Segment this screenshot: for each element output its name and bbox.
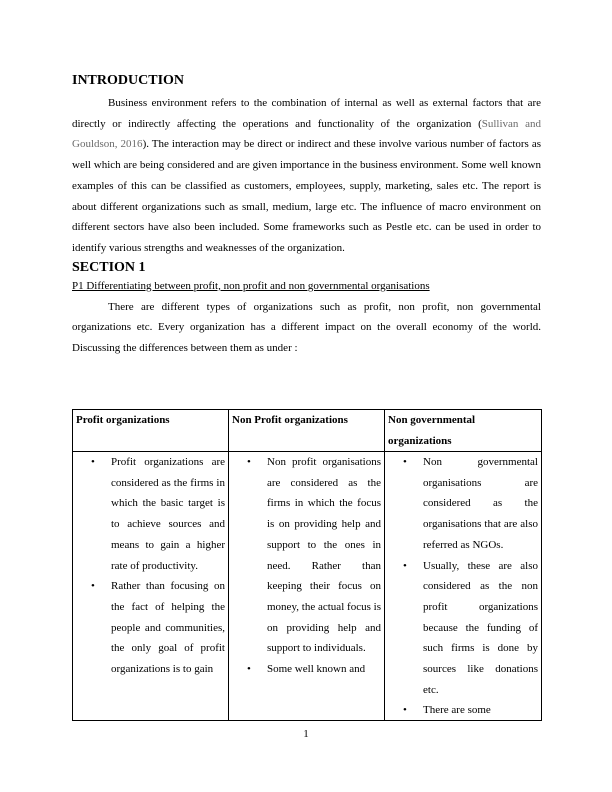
section1-heading: SECTION 1 <box>72 259 146 275</box>
profit-bullets <box>76 452 225 680</box>
bullet-icon: • <box>403 704 407 717</box>
list-item: • Non profit organisations are considered as the firms in which the focus is on providing help and support to the ones in need. Rather than keeping their focus on money, the actual focus is on providing help and support to individuals. <box>232 452 381 659</box>
table-header-row <box>73 410 542 452</box>
list-item: • Usually, these are also considered as the non profit organizations because the funding of such firms is done by sources like donations etc. <box>388 556 538 701</box>
table-body-row <box>73 452 542 721</box>
intro-text-2: ). The interaction may be direct or indirect and these involve various number of factors as well which are being considered and are given importance in the business environment. Some well known examples of this can be classified as customers, employees, supply, marketing, sales etc. The report is about different organizations such as small, medium, large etc. The influence of macro environment on different sectors have also been included. Some frameworks such as Pestle etc. can be used in order to identify various strengths and weaknesses of the organization. <box>72 138 542 254</box>
header-non-profit: Non Profit organizations <box>229 410 385 452</box>
document-page <box>72 72 542 717</box>
bullet-icon: • <box>91 456 95 468</box>
intro-citation: Sullivan and Gouldson, 2016 <box>72 117 541 151</box>
page-number: 1 <box>303 728 309 740</box>
bullet-icon: • <box>403 559 407 572</box>
ngo-cell <box>385 452 542 721</box>
list-item: • Profit organizations are considered as the firms in which the basic target is to achieve sources and means to gain a higher rate of productivity. <box>76 452 225 576</box>
list-item: • Some well known and <box>232 659 381 680</box>
header-ngo: Non governmental organizations <box>385 410 542 452</box>
comparison-table <box>72 409 542 721</box>
intro-heading: INTRODUCTION <box>72 73 185 88</box>
list-item: • Non governmental organisations are considered as the organisations that are also referred as NGOs. <box>388 452 538 556</box>
bullet-icon: • <box>247 456 251 468</box>
list-item: • Rather than focusing on the fact of helping the people and communities, the only goal of profit organizations is to gain <box>76 576 225 680</box>
non-profit-bullets <box>232 452 381 680</box>
header-profit: Profit organizations <box>73 410 229 452</box>
bullet-icon: • <box>91 580 95 593</box>
non-profit-cell <box>229 452 385 721</box>
bullet-icon: • <box>247 663 251 676</box>
ngo-bullets <box>388 452 538 720</box>
intro-text-1: Business environment refers to the combination of internal as well as external factors that are directly or indirectly affecting the operations and functionality of the organization ( <box>72 97 541 130</box>
section1-paragraph: There are different types of organizations such as profit, non profit, non governmental organizations etc. Every organization has a different impact on the overall economy of the world. Discussing the differences between them as under : <box>72 300 541 355</box>
bullet-icon: • <box>403 456 407 468</box>
intro-paragraph <box>72 93 541 259</box>
list-item: • There are some <box>388 700 538 720</box>
profit-cell <box>73 452 229 721</box>
section1-subheading: P1 Differentiating between profit, non profit and non governmental organisations <box>72 279 430 292</box>
